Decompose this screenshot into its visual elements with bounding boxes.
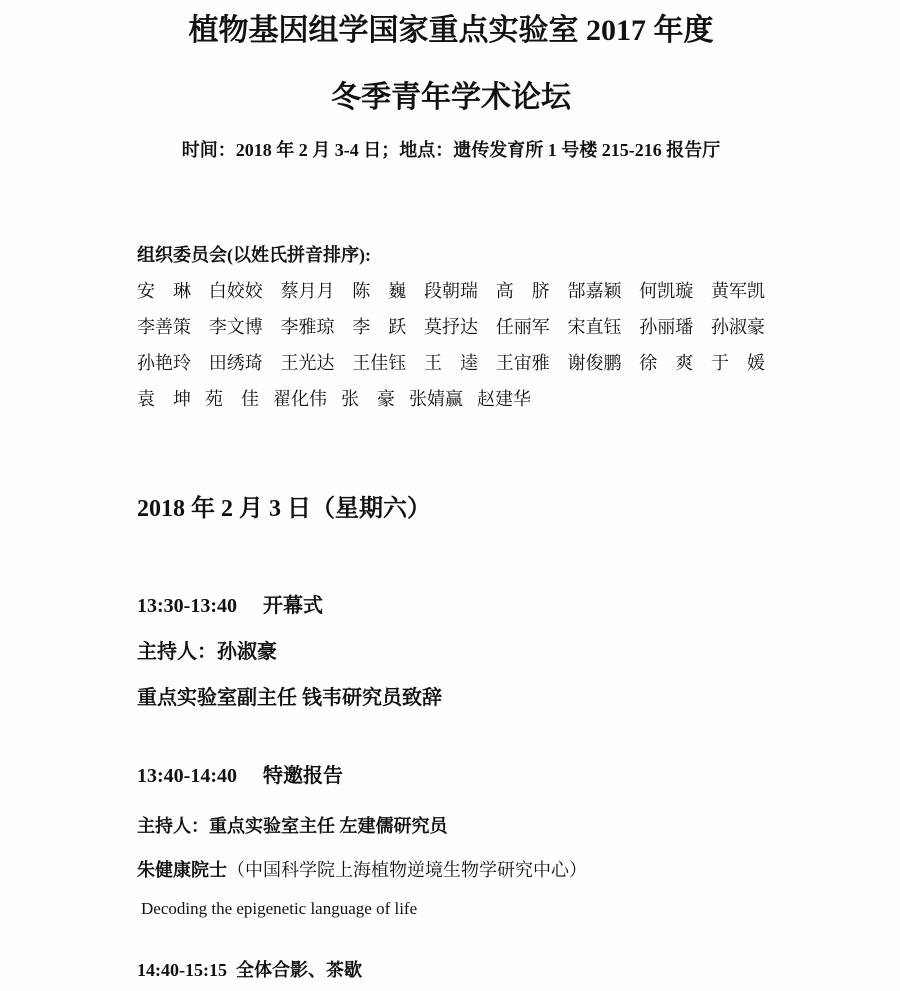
session-time: 14:40-15:15	[137, 959, 227, 980]
committee-member: 翟化伟	[273, 388, 327, 409]
session-photo-time-title	[137, 960, 765, 981]
committee-member: 李 跃	[352, 316, 407, 337]
committee-member: 白姣姣	[208, 281, 263, 302]
committee-member: 王 逵	[424, 352, 478, 373]
session-title: 特邀报告	[262, 764, 343, 787]
committee-member: 高 脐	[495, 281, 550, 302]
committee-member: 王光达	[280, 352, 335, 373]
session-keynote-host: 主持人：重点实验室主任 左建儒研究员	[137, 815, 448, 836]
committee-member: 莫抒达	[424, 316, 478, 337]
session-title: 全体合影、茶歇	[235, 959, 362, 980]
committee-member: 李善策	[137, 316, 191, 337]
committee-member: 王佳钰	[352, 352, 407, 373]
committee-member: 安 琳	[137, 281, 191, 302]
session-opening-time-title	[137, 595, 765, 618]
committee-member: 李文博	[208, 316, 263, 337]
session-keynote-talk-title: Decoding the epigenetic language of life	[141, 899, 418, 919]
session-time: 13:40-14:40	[137, 764, 237, 787]
committee-member: 孙淑豪	[711, 316, 765, 337]
document-title-line2: 冬季青年学术论坛	[331, 80, 571, 114]
speaker-affiliation: （中国科学院上海植物逆境生物学研究中心）	[227, 859, 587, 880]
time-location-line: 时间：2018 年 2 月 3-4 日；地点：遗传发育所 1 号楼 215-216 报告厅	[181, 140, 721, 160]
committee-member: 陈 巍	[352, 281, 407, 302]
document-title-line1: 植物基因组学国家重点实验室 2017 年度	[188, 14, 714, 47]
committee-member: 郜嘉颖	[567, 281, 622, 302]
committee-member: 张婧赢	[409, 388, 463, 409]
day1-date-heading: 2018 年 2 月 3 日（星期六）	[137, 496, 431, 523]
committee-member: 田绣琦	[208, 352, 263, 373]
committee-member: 黄军凯	[711, 281, 765, 302]
committee-row-1	[137, 282, 765, 302]
session-time: 13:30-13:40	[137, 594, 237, 617]
speaker-name: 朱健康院士	[137, 859, 227, 880]
session-opening-host: 主持人：孙淑豪	[137, 640, 277, 663]
committee-member: 张 豪	[341, 388, 395, 409]
committee-header: 组织委员会(以姓氏拼音排序):	[137, 244, 371, 265]
session-title: 开幕式	[262, 594, 323, 617]
committee-member: 赵建华	[477, 388, 531, 409]
session-keynote-speaker-line	[137, 860, 765, 881]
committee-member: 蔡月月	[280, 281, 335, 302]
committee-row-2	[137, 318, 765, 338]
committee-member: 李雅琼	[280, 316, 335, 337]
committee-member: 宋直钰	[567, 316, 622, 337]
committee-member: 王宙雅	[495, 352, 550, 373]
committee-member: 于 媛	[711, 352, 765, 373]
committee-member: 孙丽璠	[639, 316, 694, 337]
committee-member: 袁 坤	[137, 388, 191, 409]
committee-member: 任丽军	[495, 316, 550, 337]
committee-member: 何凯璇	[639, 281, 694, 302]
committee-row-4	[137, 390, 765, 410]
committee-member: 苑 佳	[205, 388, 259, 409]
session-opening-remark: 重点实验室副主任 钱韦研究员致辞	[137, 686, 442, 709]
committee-member: 孙艳玲	[137, 352, 191, 373]
committee-member: 谢俊鹏	[567, 352, 622, 373]
committee-member: 徐 爽	[639, 352, 694, 373]
committee-row-3	[137, 354, 765, 374]
committee-member: 段朝瑞	[424, 281, 478, 302]
session-keynote-time-title	[137, 765, 765, 788]
